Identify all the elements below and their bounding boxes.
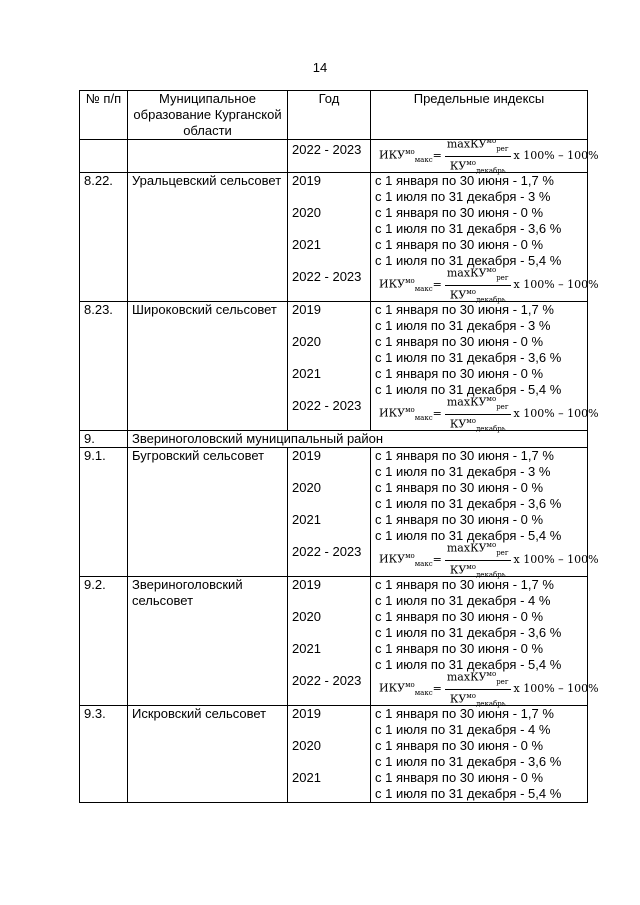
index-line: с 1 июля по 31 декабря - 3 % (375, 189, 551, 204)
index-line: с 1 января по 30 июня - 0 % (375, 738, 544, 753)
formula-rest: x 100% – 100% (513, 149, 599, 162)
header-year: Год (288, 91, 371, 140)
page-number: 14 (312, 60, 328, 75)
row-number: 9.1. (80, 448, 128, 577)
table-row (80, 577, 588, 706)
row-municipality: Широковский сельсовет (128, 302, 288, 431)
index-line: с 1 января по 30 июня - 0 % (375, 334, 544, 349)
formula-lhs: $ИКУ^{мо}_{макс}$ (379, 681, 433, 697)
index-formula (375, 669, 599, 708)
row-years (288, 577, 371, 706)
index-line: с 1 января по 30 июня - 1,7 % (375, 706, 554, 721)
index-line: с 1 января по 30 июня - 0 % (375, 205, 544, 220)
formula-numerator: maxКУ$^{мо}_{рег}$ (445, 264, 511, 286)
row-number: 9.2. (80, 577, 128, 706)
index-formula (375, 540, 599, 579)
index-line: с 1 января по 30 июня - 1,7 % (375, 302, 554, 317)
index-line: с 1 января по 30 июня - 0 % (375, 770, 544, 785)
formula-fraction (445, 135, 511, 178)
year-label: 2020 (292, 738, 321, 753)
index-line: с 1 июля по 31 декабря - 3,6 % (375, 496, 562, 511)
row-municipality (128, 140, 288, 173)
formula-fraction (445, 539, 511, 582)
index-line: с 1 июля по 31 декабря - 5,4 % (375, 253, 562, 268)
formula-numerator: maxКУ$^{мо}_{рег}$ (445, 393, 511, 415)
row-years (288, 302, 371, 431)
index-line: с 1 июля по 31 декабря - 5,4 % (375, 786, 562, 801)
index-line: с 1 июля по 31 декабря - 3,6 % (375, 221, 562, 236)
row-municipality: Уральцевский сельсовет (128, 173, 288, 302)
index-line: с 1 января по 30 июня - 0 % (375, 480, 544, 495)
formula-lhs: $ИКУ^{мо}_{макс}$ (379, 277, 433, 293)
formula-equals: = (432, 278, 442, 291)
formula-equals: = (432, 682, 442, 695)
year-label: 2019 (292, 448, 321, 463)
index-formula (375, 136, 599, 175)
table-row (80, 706, 588, 803)
header-index: Предельные индексы (371, 91, 588, 140)
index-line: с 1 января по 30 июня - 0 % (375, 512, 544, 527)
index-line: с 1 июля по 31 декабря - 3,6 % (375, 625, 562, 640)
formula-numerator: maxКУ$^{мо}_{рег}$ (445, 539, 511, 561)
index-line: с 1 января по 30 июня - 0 % (375, 237, 544, 252)
year-label: 2022 - 2023 (292, 398, 362, 413)
year-label: 2020 (292, 480, 321, 495)
row-indexes (371, 577, 599, 708)
formula-fraction (445, 393, 511, 436)
index-line: с 1 июля по 31 декабря - 5,4 % (375, 382, 562, 397)
year-label: 2019 (292, 577, 321, 592)
row-municipality: Звериноголовский сельсовет (128, 577, 288, 706)
tariff-index-table (79, 90, 599, 803)
year-label: 2021 (292, 237, 321, 252)
table-row (80, 448, 588, 577)
year-label: 2019 (292, 302, 321, 317)
table-row (80, 173, 588, 302)
index-line: с 1 января по 30 июня - 1,7 % (375, 448, 554, 463)
index-line: с 1 июля по 31 декабря - 3,6 % (375, 754, 562, 769)
row-indexes (371, 706, 588, 803)
index-line: с 1 июля по 31 декабря - 5,4 % (375, 528, 562, 543)
formula-equals: = (432, 149, 442, 162)
section-title: Звериноголовский муниципальный район (128, 431, 588, 448)
index-line: с 1 января по 30 июня - 1,7 % (375, 173, 554, 188)
year-label: 2019 (292, 173, 321, 188)
row-indexes (371, 448, 599, 579)
index-line: с 1 января по 30 июня - 0 % (375, 609, 544, 624)
year-label: 2020 (292, 334, 321, 349)
index-line: с 1 января по 30 июня - 0 % (375, 366, 544, 381)
row-indexes (371, 302, 599, 433)
formula-lhs: $ИКУ^{мо}_{макс}$ (379, 552, 433, 568)
year-label: 2020 (292, 609, 321, 624)
continuation-row (80, 140, 588, 173)
index-formula (375, 265, 599, 304)
year-label: 2021 (292, 366, 321, 381)
formula-denominator: $КУ^{мо}_{декабрь}$ (449, 158, 506, 175)
formula-rest: x 100% – 100% (513, 553, 599, 566)
row-number: 8.23. (80, 302, 128, 431)
formula-lhs: $ИКУ^{мо}_{макс}$ (379, 406, 433, 422)
table-header-row (80, 91, 588, 140)
formula-denominator: $КУ^{мо}_{декабрь}$ (449, 562, 506, 579)
year-label: 2021 (292, 512, 321, 527)
row-number: 9. (80, 431, 128, 448)
formula-rest: x 100% – 100% (513, 278, 599, 291)
header-municipality: Муниципальное образование Курганской области (128, 91, 288, 140)
index-line: с 1 июля по 31 декабря - 5,4 % (375, 657, 562, 672)
formula-numerator: maxКУ$^{мо}_{рег}$ (445, 135, 511, 157)
row-municipality: Бугровский сельсовет (128, 448, 288, 577)
formula-fraction (445, 668, 511, 711)
row-number (80, 140, 128, 173)
row-years (288, 706, 371, 803)
formula-denominator: $КУ^{мо}_{декабрь}$ (449, 691, 506, 708)
row-formula-cell (371, 136, 599, 175)
index-line: с 1 июля по 31 декабря - 3 % (375, 318, 551, 333)
year-label: 2021 (292, 770, 321, 785)
year-label: 2022 - 2023 (292, 544, 362, 559)
index-line: с 1 июля по 31 декабря - 3,6 % (375, 350, 562, 365)
row-indexes (371, 173, 599, 304)
formula-rest: x 100% – 100% (513, 682, 599, 695)
index-line: с 1 января по 30 июня - 1,7 % (375, 577, 554, 592)
row-year: 2022 - 2023 (288, 140, 371, 173)
index-line: с 1 июля по 31 декабря - 4 % (375, 593, 551, 608)
formula-fraction (445, 264, 511, 307)
formula-equals: = (432, 407, 442, 420)
table-row (80, 302, 588, 431)
row-years (288, 448, 371, 577)
index-line: с 1 июля по 31 декабря - 4 % (375, 722, 551, 737)
year-label: 2022 - 2023 (292, 269, 362, 284)
formula-denominator: $КУ^{мо}_{декабрь}$ (449, 416, 506, 433)
formula-rest: x 100% – 100% (513, 407, 599, 420)
row-number: 8.22. (80, 173, 128, 302)
header-number: № п/п (80, 91, 128, 140)
index-line: с 1 июля по 31 декабря - 3 % (375, 464, 551, 479)
index-line: с 1 января по 30 июня - 0 % (375, 641, 544, 656)
section-row (80, 431, 588, 448)
formula-equals: = (432, 553, 442, 566)
row-years (288, 173, 371, 302)
index-formula (375, 394, 599, 433)
formula-lhs: $ИКУ^{мо}_{макс}$ (379, 148, 433, 164)
formula-numerator: maxКУ$^{мо}_{рег}$ (445, 668, 511, 690)
year-label: 2022 - 2023 (292, 673, 362, 688)
row-municipality: Искровский сельсовет (128, 706, 288, 803)
formula-denominator: $КУ^{мо}_{декабрь}$ (449, 287, 506, 304)
year-label: 2021 (292, 641, 321, 656)
row-number: 9.3. (80, 706, 128, 803)
year-label: 2019 (292, 706, 321, 721)
year-label: 2020 (292, 205, 321, 220)
